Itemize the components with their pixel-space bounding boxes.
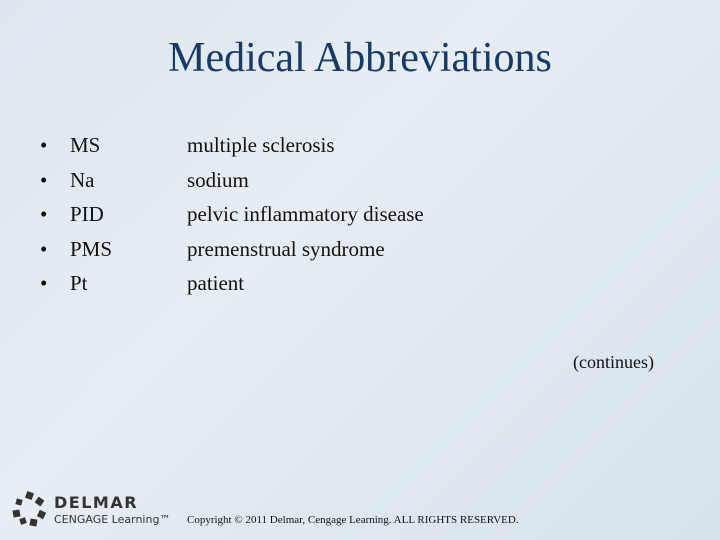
logo-delmar-text: DELMAR <box>54 493 139 512</box>
logo-cengage-text: CENGAGE Learning™ <box>54 513 171 526</box>
meaning: patient <box>187 271 245 295</box>
meaning: multiple sclerosis <box>187 133 335 157</box>
delmar-cengage-logo <box>12 491 182 531</box>
bullet: • <box>40 202 48 226</box>
list-item <box>40 266 520 301</box>
list-item <box>40 197 520 232</box>
logo-mark-icon <box>12 491 48 527</box>
abbreviation: MS <box>70 133 101 157</box>
copyright-footer: Copyright © 2011 Delmar, Cengage Learning. ALL RIGHTS RESERVED. <box>187 514 519 526</box>
meaning: pelvic inflammatory disease <box>187 202 424 226</box>
bullet: • <box>40 133 48 157</box>
bullet: • <box>40 236 48 261</box>
bullet: • <box>40 167 48 192</box>
list-item <box>40 163 520 198</box>
abbreviation: Pt <box>70 271 88 295</box>
continues-note: (continues) <box>573 352 654 372</box>
meaning: sodium <box>187 167 249 192</box>
meaning: premenstrual syndrome <box>187 236 385 261</box>
abbreviation: Na <box>70 167 95 192</box>
slide-title: Medical Abbreviations <box>168 35 552 81</box>
abbreviation: PID <box>70 202 104 226</box>
list-item <box>40 128 520 163</box>
abbreviation: PMS <box>70 236 113 261</box>
list-item <box>40 232 520 267</box>
abbreviation-list <box>40 128 520 301</box>
bullet: • <box>40 271 48 295</box>
